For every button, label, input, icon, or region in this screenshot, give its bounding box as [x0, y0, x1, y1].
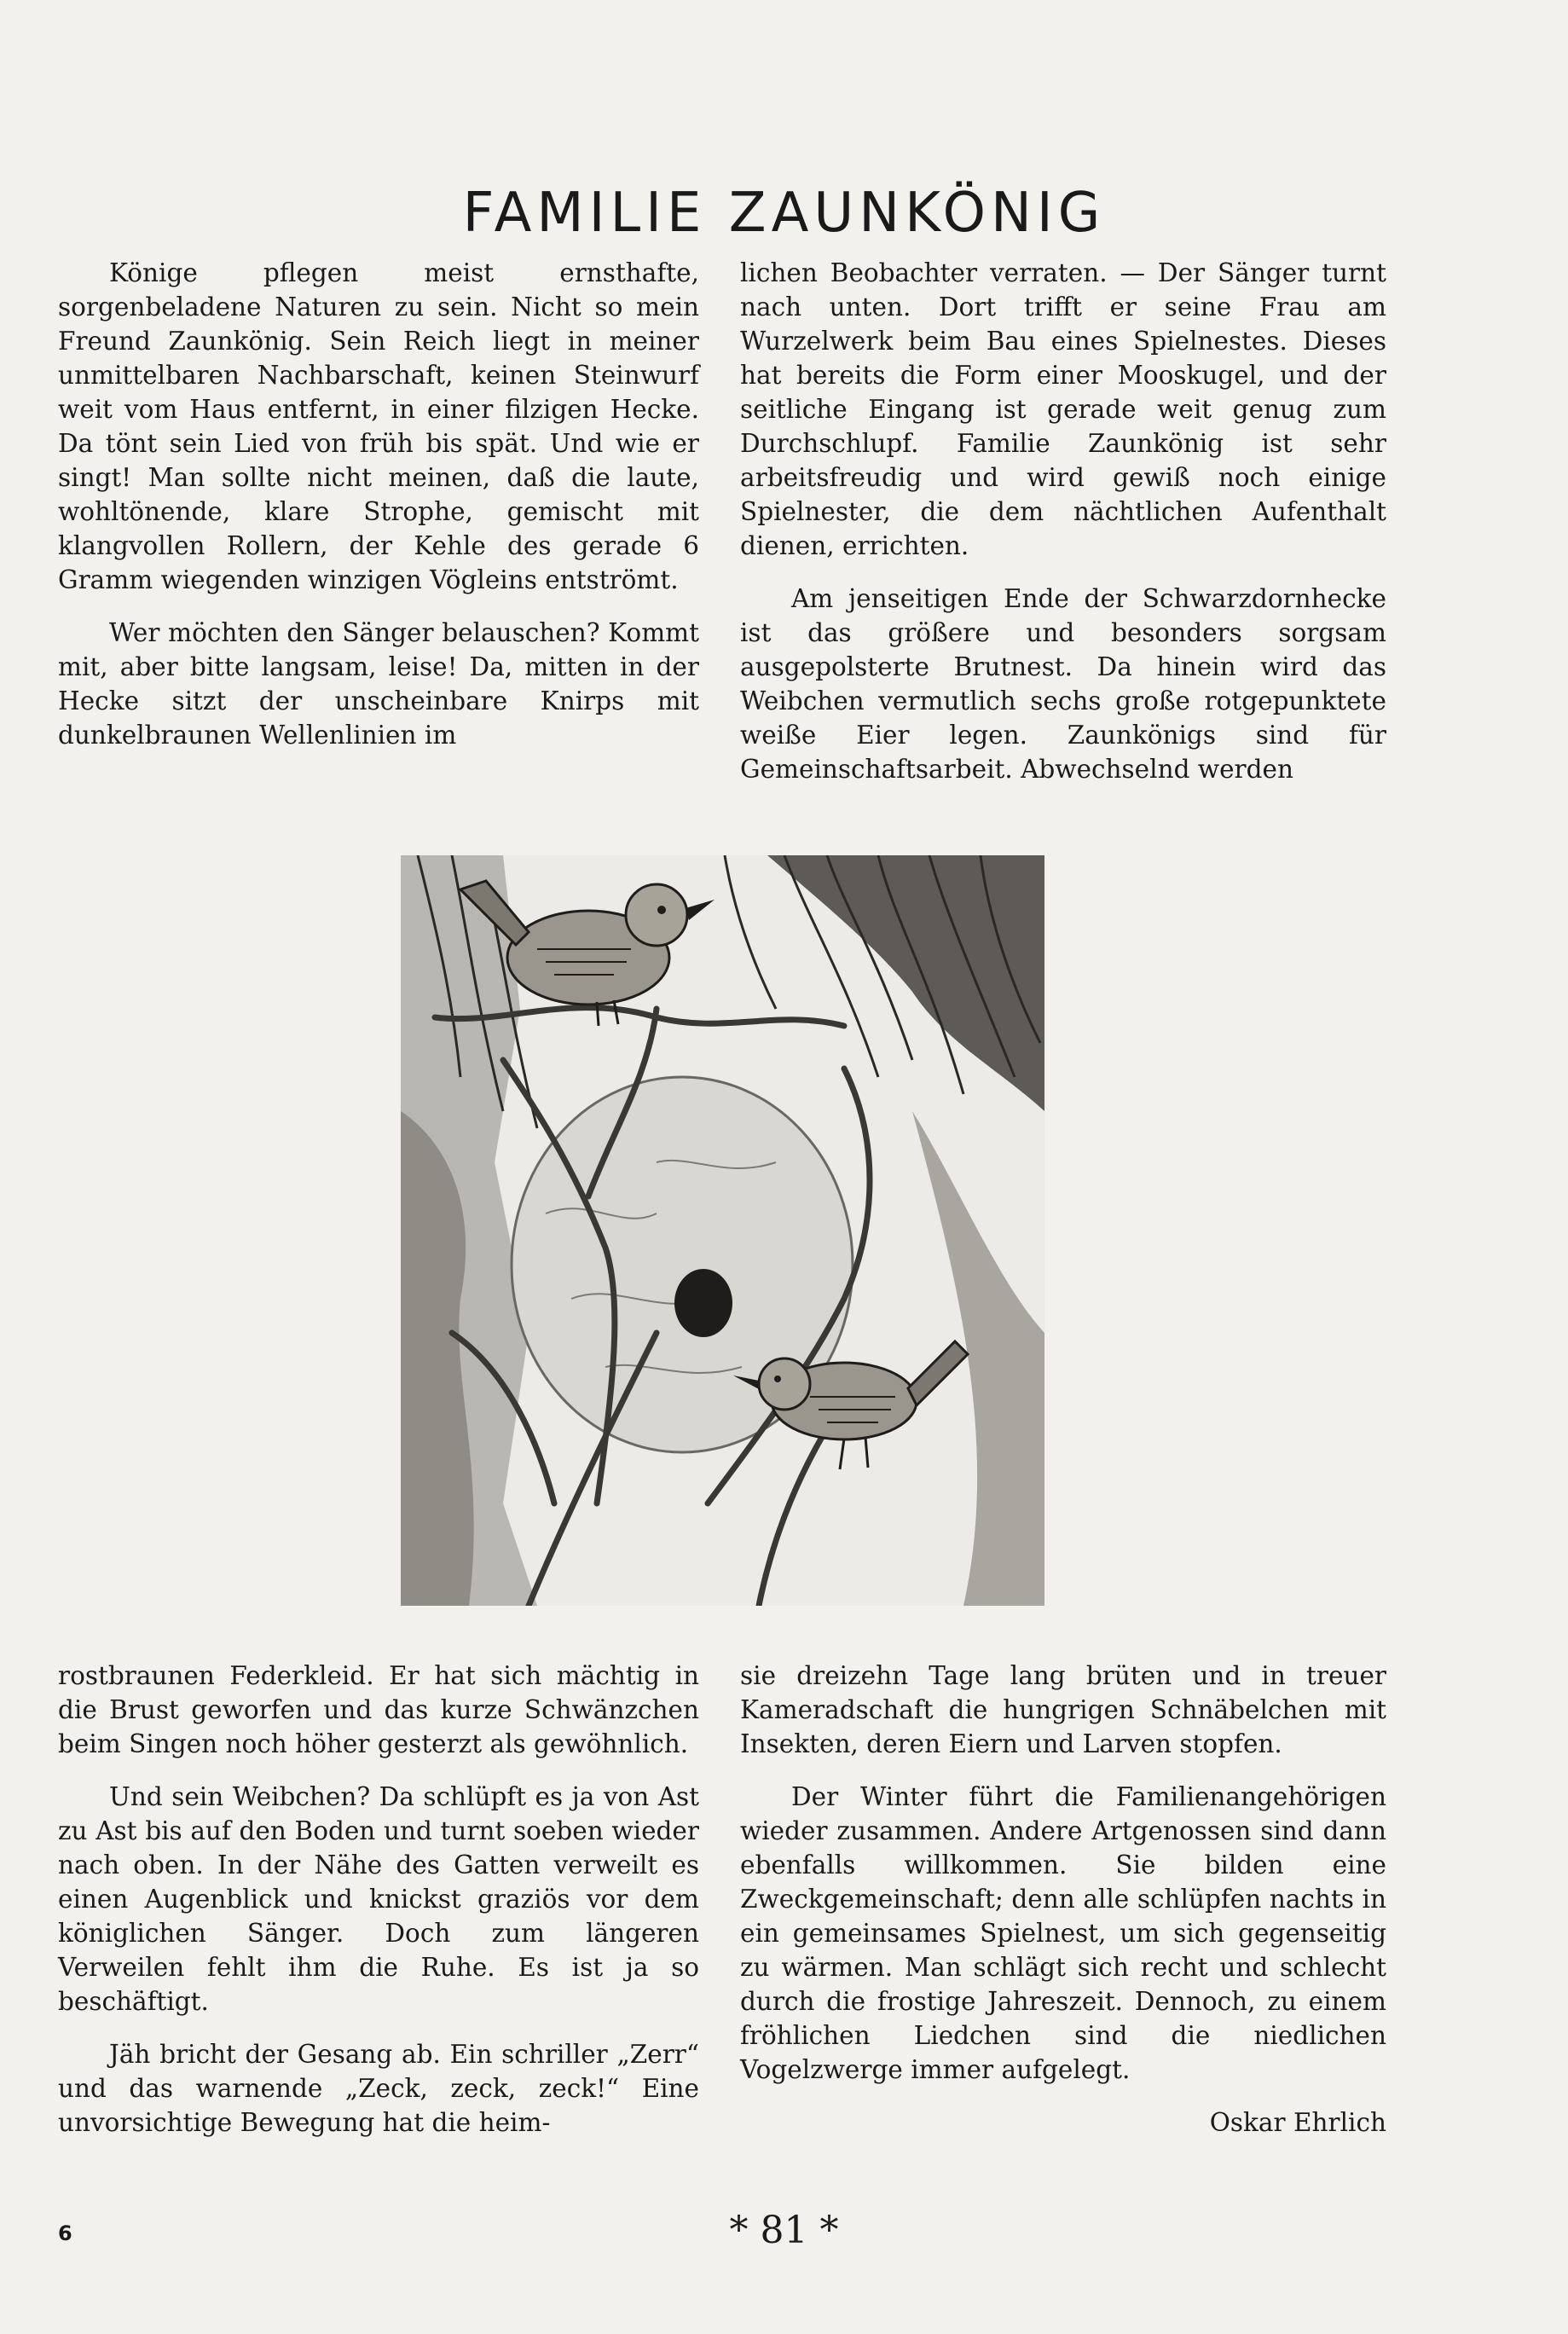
author-signature: Oskar Ehrlich	[1209, 2108, 1386, 2137]
paragraph: Wer möchten den Sänger belauschen? Kommt mit, aber bitte langsam, leise! Da, mitten in der Hecke sitzt der unscheinbare Knirps mit dunkelbraunen Wellenlinien im	[58, 618, 699, 750]
column-bottom-right	[740, 1659, 1386, 2140]
paragraph: Könige pflegen meist ernsthafte, sorgenbeladene Naturen zu sein. Nicht so mein Freund Zaunkönig. Sein Reich liegt in meiner unmittelbaren Nachbarschaft, keinen Steinwurf weit vom Haus entfernt, in einer filzigen Hecke. Da tönt sein Lied von früh bis spät. Und wie er singt! Man sollte nicht meinen, daß die laute, wohltönende, klare Strophe, gemischt mit klangvollen Rollern, der Kehle des gerade 6 Gramm wiegenden winzigen Vögleins entströmt.	[58, 258, 699, 594]
wren-illustration	[401, 855, 1044, 1606]
paragraph: rostbraunen Federkleid. Er hat sich mächtig in die Brust geworfen und das kurze Schwänzchen beim Singen noch höher gesterzt als gewöhnlich.	[58, 1661, 699, 1758]
paragraph: sie dreizehn Tage lang brüten und in treuer Kameradschaft die hungrigen Schnäbelchen mit Insekten, deren Eiern und Larven stopfen.	[740, 1661, 1386, 1758]
page-title: FAMILIE ZAUNKÖNIG	[462, 181, 1106, 245]
paragraph: Am jenseitigen Ende der Schwarzdornhecke ist das größere und besonders sorgsam ausgepolsterte Brutnest. Da hinein wird das Weibchen vermutlich sechs große rotgepunktete weiße Eier legen. Zaunkönigs sind für Gemeinschaftsarbeit. Abwechselnd werden	[740, 584, 1386, 784]
column-top-left	[58, 256, 699, 752]
column-top-right	[740, 256, 1386, 786]
paragraph: Und sein Weibchen? Da schlüpft es ja von Ast zu Ast bis auf den Boden und turnt soeben wieder nach oben. In der Nähe des Gatten verweilt es einen Augenblick und knickst graziös vor dem königlichen Sänger. Doch zum längeren Verweilen fehlt ihm die Ruhe. Es ist ja so beschäftigt.	[58, 1782, 699, 2016]
signature-mark: 6	[58, 2221, 72, 2245]
paragraph: Jäh bricht der Gesang ab. Ein schriller „Zerr“ und das warnende „Zeck, zeck, zeck!“ Eine unvorsichtige Bewegung hat die heim-	[58, 2040, 699, 2137]
paragraph: Der Winter führt die Familienangehörigen wieder zusammen. Andere Artgenossen sind dann ebenfalls willkommen. Sie bilden eine Zweckgemeinschaft; denn alle schlüpfen nachts in ein gemeinsames Spielnest, um sich gegenseitig zu wärmen. Man schlägt sich recht und schlecht durch die frostige Jahreszeit. Dennoch, zu einem fröhlichen Liedchen sind die niedlichen Vogelzwerge immer aufgelegt.	[740, 1782, 1386, 2084]
page-number: * 81 *	[729, 2209, 839, 2252]
column-bottom-left	[58, 1659, 699, 2140]
wren-drawing	[401, 855, 1044, 1606]
paragraph: lichen Beobachter verraten. — Der Sänger turnt nach unten. Dort trifft er seine Frau am Wurzelwerk beim Bau eines Spielnestes. Dieses hat bereits die Form einer Mooskugel, und der seitliche Eingang ist gerade weit genug zum Durchschlupf. Familie Zaunkönig ist sehr arbeitsfreudig und wird gewiß noch einige Spielnester, die dem nächtlichen Aufenthalt dienen, errichten.	[740, 258, 1386, 560]
